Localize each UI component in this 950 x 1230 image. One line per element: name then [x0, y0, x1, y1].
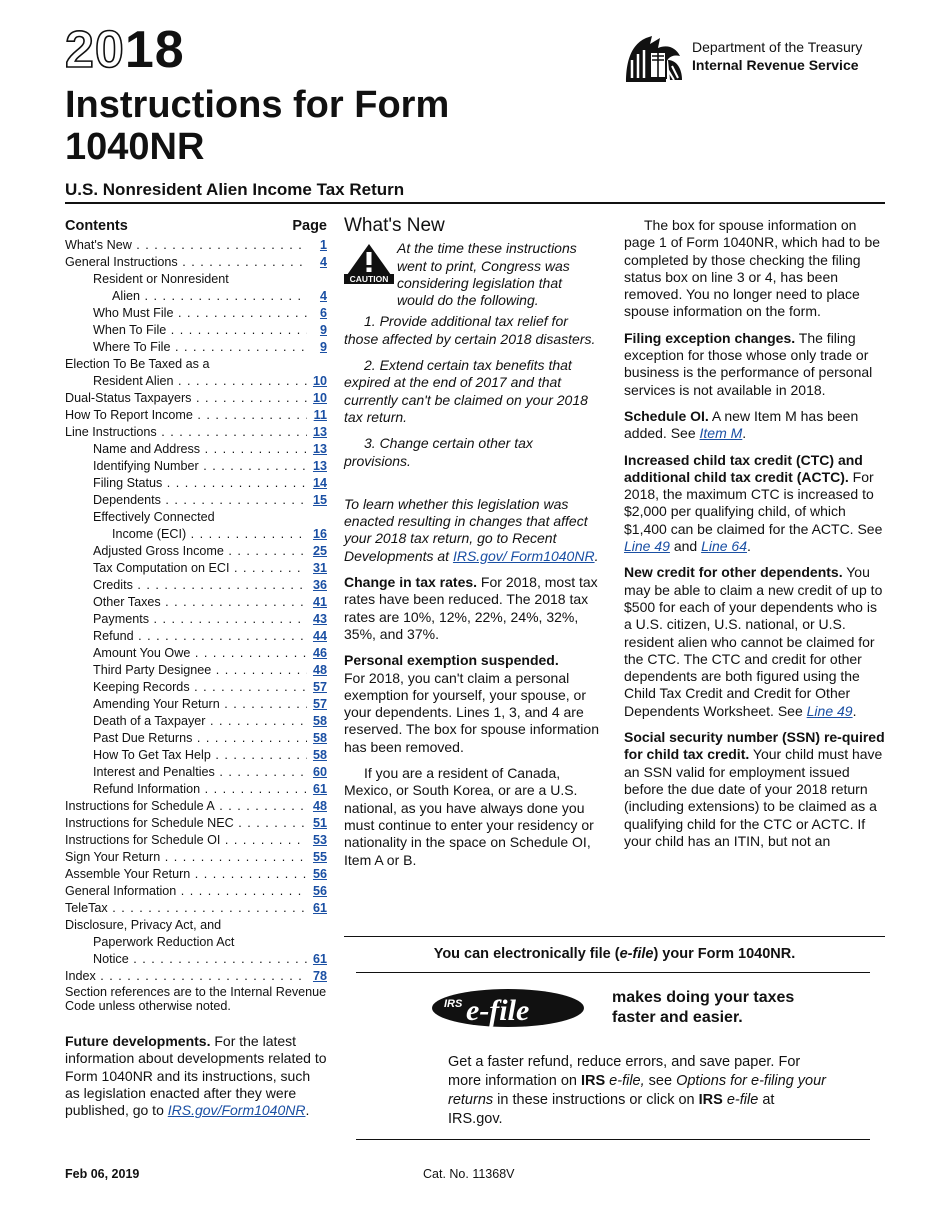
- toc-page-link[interactable]: 14: [312, 476, 327, 490]
- toc-entry[interactable]: [65, 322, 327, 339]
- toc-entry[interactable]: [65, 645, 327, 662]
- toc-entry-label: Death of a Taxpayer . . .: [65, 713, 307, 730]
- toc-entry-label: Alien . . .: [65, 288, 307, 305]
- efile-head-italic: e-file: [619, 946, 654, 962]
- toc-page-link[interactable]: 55: [312, 850, 327, 864]
- schedule-oi-end: .: [742, 425, 747, 442]
- toc-entry-label: How To Report Income . . .: [65, 407, 307, 424]
- toc-entry-label: How To Get Tax Help . . .: [65, 747, 307, 764]
- line-49-link[interactable]: Line 49: [624, 538, 670, 555]
- toc-entry[interactable]: [65, 407, 327, 424]
- toc-page-link[interactable]: 78: [312, 969, 327, 983]
- toc-entry[interactable]: [65, 288, 327, 305]
- toc-entry-label: Name and Address . . .: [65, 441, 307, 458]
- desc-part1: Get a faster refund, reduce errors, and save paper. For more information on: [448, 1054, 801, 1089]
- toc-page-link[interactable]: 56: [312, 867, 327, 881]
- toc-page-link[interactable]: 48: [312, 663, 327, 677]
- toc-entry[interactable]: [65, 628, 327, 645]
- ctc-end: .: [747, 538, 751, 555]
- toc-entry-label: TeleTax . . .: [65, 900, 307, 917]
- learn-paragraph: [344, 496, 602, 565]
- toc-entry[interactable]: [65, 662, 327, 679]
- toc-entry-label: Income (ECI) . . .: [65, 526, 307, 543]
- toc-entry[interactable]: [65, 254, 327, 271]
- caution-text: At the time these instructions went to print, Congress was considering legislation that would do the following.: [397, 240, 577, 309]
- odc-heading: New credit for other dependents.: [624, 564, 843, 581]
- toc-entry[interactable]: [65, 696, 327, 713]
- desc-efile2: e-file: [722, 1092, 759, 1108]
- toc-page-link[interactable]: 60: [312, 765, 327, 779]
- ctc-and: and: [669, 538, 702, 555]
- exemption-text: For 2018, you can't claim a personal exemption for yourself, your spouse, or your dependents. Lines 1, 3, and 4 are reserved. The box for spouse information has been removed.: [344, 669, 599, 755]
- toc-entry[interactable]: [65, 458, 327, 475]
- toc-entry[interactable]: [65, 305, 327, 322]
- contents-header: [65, 218, 327, 235]
- toc-entry[interactable]: [65, 611, 327, 628]
- learn-text: To learn whether this legislation was enacted resulting in changes that affect your 2018 tax return, go to Recent Developments at: [344, 495, 588, 564]
- toc-entry-line: Paperwork Reduction Act: [93, 935, 235, 949]
- resident-paragraph: If you are a resident of Canada, Mexico, or South Korea, or are a U.S. national, as you have always done you must continue to enter your residency or nationality in the space on Schedule OI, Item A or B.: [344, 765, 594, 868]
- exemption-paragraph: [344, 652, 602, 756]
- contents-heading: Contents: [65, 218, 128, 234]
- toc-list: [65, 237, 327, 985]
- toc-entry-label: Amount You Owe . . .: [65, 645, 307, 662]
- toc-entry-line: Disclosure, Privacy Act, and: [65, 918, 222, 932]
- toc-entry-label: Other Taxes . . .: [65, 594, 307, 611]
- legislation-item-2: 2. Extend certain tax benefits that expired at the end of 2017 and that currently can't be claimed on your 2018 tax return.: [344, 357, 588, 425]
- filing-exception-heading: Filing exception changes.: [624, 329, 796, 346]
- spouse-paragraph: The box for spouse information on page 1 of Form 1040NR, which had to be completed by those checking the filing status box on line 3 or 4, has been removed. You no longer need to place spouse information on the form.: [624, 217, 881, 320]
- efile-head-pre: You can electronically file (: [433, 946, 620, 962]
- odc-paragraph: [624, 564, 886, 720]
- toc-entry[interactable]: [65, 373, 327, 390]
- toc-page-link[interactable]: 1: [319, 238, 327, 252]
- toc-page-link[interactable]: 4: [319, 289, 327, 303]
- tax-rates-heading: Change in tax rates.: [344, 574, 478, 591]
- efile-bottom-rule: [356, 1139, 870, 1140]
- toc-entry-label: Dependents . . .: [65, 492, 307, 509]
- toc-entry[interactable]: [65, 815, 327, 832]
- filing-exception-text: The filing exception for those whose only trade or business is the performance of personal services is not available in 2018.: [624, 329, 873, 398]
- toc-page-link[interactable]: 58: [312, 714, 327, 728]
- toc-page-link[interactable]: 16: [312, 527, 327, 541]
- toc-page-link[interactable]: 25: [312, 544, 327, 558]
- toc-entry-label: What's New . . .: [65, 237, 307, 254]
- title-line2: 1040NR: [65, 126, 205, 168]
- page-title: [65, 84, 449, 168]
- toc-entry[interactable]: [65, 900, 327, 917]
- logo-efile-text: e-file: [466, 994, 530, 1027]
- toc-entry[interactable]: [65, 781, 327, 798]
- year-solid: 18: [124, 21, 185, 79]
- slogan-line1: makes doing your taxes: [612, 989, 795, 1006]
- schedule-oi-heading: Schedule OI.: [624, 407, 709, 424]
- toc-entry[interactable]: [65, 679, 327, 696]
- toc-page-link[interactable]: 6: [319, 306, 327, 320]
- right-column: [624, 217, 886, 859]
- toc-entry-label: Index . . .: [65, 968, 307, 985]
- toc-entry-label: Instructions for Schedule A . . .: [65, 798, 307, 815]
- desc-part3: in these instructions or click on: [493, 1092, 699, 1108]
- toc-entry-label: Tax Computation on ECI . . .: [65, 560, 307, 577]
- caution-block: [344, 240, 602, 309]
- toc-entry[interactable]: [65, 849, 327, 866]
- toc-entry[interactable]: [65, 475, 327, 492]
- toc-page-link[interactable]: 41: [312, 595, 327, 609]
- toc-entry-label: Instructions for Schedule NEC . . .: [65, 815, 307, 832]
- footer-catalog: Cat. No. 11368V: [423, 1167, 515, 1181]
- toc-page-link[interactable]: 10: [312, 374, 327, 388]
- schedule-oi-text: A new Item M has been added. See: [624, 407, 859, 442]
- caution-label: CAUTION: [349, 274, 389, 285]
- toc-entry-label: Where To File . . .: [65, 339, 307, 356]
- toc-entry[interactable]: [65, 560, 327, 577]
- toc-entry-label: Refund . . .: [65, 628, 307, 645]
- odc-end: .: [852, 702, 857, 719]
- toc-page-link[interactable]: 61: [312, 901, 327, 915]
- toc-page-link[interactable]: 58: [312, 731, 327, 745]
- footer-date: Feb 06, 2019: [65, 1167, 140, 1181]
- ctc-heading: Increased child tax credit (CTC) and additional child tax credit (ACTC).: [624, 451, 863, 485]
- efile-slogan: [612, 988, 794, 1028]
- ssn-text: Your child must have an SSN valid for employment issued before the due date of your 2018 return (including extensions) to be claimed as a qualifying child for the CTC or ACTC. If your child has an ITIN, but not an: [624, 746, 883, 849]
- page-heading: Page: [292, 218, 327, 234]
- desc-part2: see: [644, 1073, 677, 1089]
- toc-entry-label: Line Instructions . . .: [65, 424, 307, 441]
- toc-entry[interactable]: [65, 577, 327, 594]
- slogan-line2: faster and easier.: [612, 1009, 743, 1026]
- toc-entry[interactable]: [65, 339, 327, 356]
- toc-entry-label: Refund Information . . .: [65, 781, 307, 798]
- caution-icon: [344, 243, 394, 285]
- toc-entry[interactable]: [65, 492, 327, 509]
- desc-efile1: e-file,: [605, 1073, 645, 1089]
- toc-page-link[interactable]: 57: [312, 697, 327, 711]
- toc-entry-label: Adjusted Gross Income . . .: [65, 543, 307, 560]
- toc-entry-line: Resident or Nonresident: [93, 272, 229, 286]
- ctc-text: For 2018, the maximum CTC is increased to $2,000 per qualifying child, of which $1,400 can be claimed for the ACTC. See: [624, 468, 883, 537]
- toc-page-link[interactable]: 15: [312, 493, 327, 507]
- toc-entry-label: Payments . . .: [65, 611, 307, 628]
- toc-page-link[interactable]: 53: [312, 833, 327, 847]
- irs-efile-logo-icon: [430, 987, 586, 1029]
- toc-page-link[interactable]: 13: [312, 459, 327, 473]
- toc-entry[interactable]: [65, 764, 327, 781]
- toc-entry[interactable]: [65, 390, 327, 407]
- toc-entry[interactable]: [65, 424, 327, 441]
- future-end: .: [305, 1102, 310, 1119]
- toc-entry-label: General Information . . .: [65, 883, 307, 900]
- toc-page-link[interactable]: 48: [312, 799, 327, 813]
- toc-page-link[interactable]: 44: [312, 629, 327, 643]
- whats-new-heading: What's New: [344, 215, 445, 236]
- schedule-oi-paragraph: [624, 408, 886, 443]
- toc-entry-label: When To File . . .: [65, 322, 307, 339]
- efile-logo-row: [344, 973, 885, 1029]
- toc-entry-label: Past Due Returns . . .: [65, 730, 307, 747]
- year-outline: 20: [65, 21, 125, 79]
- toc-entry-label: Interest and Penalties . . .: [65, 764, 307, 781]
- toc-page-link[interactable]: 36: [312, 578, 327, 592]
- toc-page-link[interactable]: 11: [313, 408, 327, 422]
- efile-box: [344, 936, 885, 1140]
- efile-heading: [344, 937, 885, 972]
- desc-part4: at IRS.gov.: [448, 1092, 775, 1127]
- toc-entry-label: Keeping Records . . .: [65, 679, 307, 696]
- toc-page-link[interactable]: 31: [312, 561, 327, 575]
- toc-entry[interactable]: [65, 747, 327, 764]
- toc-entry-line: Election To Be Taxed as a: [65, 357, 210, 371]
- toc-page-link[interactable]: 13: [312, 442, 327, 456]
- toc-entry[interactable]: [65, 866, 327, 883]
- toc-entry[interactable]: [65, 543, 327, 560]
- toc-page-link[interactable]: 4: [319, 255, 327, 269]
- ssn-heading: Social security number (SSN) re-quired for child tax credit.: [624, 729, 885, 763]
- toc-page-link[interactable]: 58: [312, 748, 327, 762]
- toc-entry[interactable]: [65, 526, 327, 543]
- ssn-paragraph: [624, 729, 886, 850]
- efile-head-post: ) your Form 1040NR.: [653, 946, 796, 962]
- efile-description: [448, 1053, 828, 1129]
- desc-irs2: IRS: [698, 1092, 723, 1108]
- learn-end: .: [594, 547, 599, 564]
- future-heading: Future developments.: [65, 1033, 211, 1049]
- toc-page-link[interactable]: 61: [312, 782, 327, 796]
- irs-eagle-icon: [622, 30, 686, 86]
- header-rule: [65, 202, 885, 204]
- toc-note: Section references are to the Internal Revenue Code unless otherwise noted.: [65, 985, 327, 1013]
- item-m-link[interactable]: Item M: [699, 425, 743, 442]
- future-text: For the latest information about developments related to Form 1040NR and its instructions, such as legislation enacted after they were published, go to: [65, 1033, 327, 1119]
- toc-entry[interactable]: [65, 594, 327, 611]
- toc-entry-label: Assemble Your Return . . .: [65, 866, 307, 883]
- toc-entry-label: Credits . . .: [65, 577, 307, 594]
- toc-entry-label: General Instructions . . .: [65, 254, 307, 271]
- toc-page-link[interactable]: 61: [312, 952, 327, 966]
- future-link[interactable]: IRS.gov/Form1040NR: [167, 1102, 306, 1119]
- desc-irs1: IRS: [580, 1073, 606, 1089]
- toc-page-link[interactable]: 13: [312, 425, 327, 439]
- toc-page-link[interactable]: 9: [319, 323, 327, 337]
- tax-rates-text: For 2018, most tax rates have been reduced. The 2018 tax rates are 10%, 12%, 22%, 24%, 32%, 35%, and 37%.: [344, 574, 598, 642]
- toc-entry-label: Resident Alien . . .: [65, 373, 307, 390]
- exemption-heading: Personal exemption suspended.: [344, 652, 559, 669]
- contents-column: [65, 218, 327, 1119]
- toc-entry[interactable]: [65, 951, 327, 968]
- title-line1: Instructions for Form: [65, 84, 450, 126]
- form-subtitle: U.S. Nonresident Alien Income Tax Return: [65, 180, 405, 199]
- toc-entry[interactable]: [65, 832, 327, 849]
- ctc-paragraph: [624, 452, 886, 556]
- toc-page-link[interactable]: 56: [312, 884, 327, 898]
- toc-page-link[interactable]: 51: [312, 816, 327, 830]
- toc-entry[interactable]: [65, 441, 327, 458]
- legislation-item-3: 3. Change certain other tax provisions.: [344, 435, 533, 469]
- line-64-link[interactable]: Line 64: [701, 538, 748, 555]
- toc-entry-label: Notice . . .: [65, 951, 307, 968]
- toc-entry[interactable]: [65, 883, 327, 900]
- toc-entry-label: Dual-Status Taxpayers . . .: [65, 390, 307, 407]
- learn-link[interactable]: IRS.gov/ Form1040NR: [452, 547, 595, 564]
- future-developments: [65, 1033, 327, 1119]
- toc-page-link[interactable]: 46: [312, 646, 327, 660]
- toc-entry-line: Effectively Connected: [93, 510, 215, 524]
- toc-entry[interactable]: [65, 730, 327, 747]
- toc-page-link[interactable]: 10: [312, 391, 327, 405]
- filing-exception-paragraph: [624, 330, 886, 399]
- odc-text: You may be able to claim a new credit of up to $500 for each of your dependents who is a U.S. citizen, U.S. national, or U.S. resident alien who cannot be claimed for the CTC. The CTC and credit for other dependents are both figured using the Child Tax Credit and Credit for Other Dependents Worksheet. See: [624, 564, 883, 719]
- dept-line: Department of the Treasury: [692, 39, 863, 55]
- toc-entry-label: Instructions for Schedule OI . . .: [65, 832, 307, 849]
- toc-entry[interactable]: [65, 968, 327, 985]
- legislation-item-1: 1. Provide additional tax relief for those affected by certain 2018 disasters.: [344, 313, 596, 347]
- toc-entry[interactable]: [65, 237, 327, 254]
- irs-branding: [622, 30, 862, 86]
- desc-options: Options for e-filing your returns: [448, 1073, 826, 1108]
- irs-line: Internal Revenue Service: [692, 57, 859, 73]
- toc-page-link[interactable]: 9: [319, 340, 327, 354]
- toc-entry-label: Sign Your Return . . .: [65, 849, 307, 866]
- toc-entry[interactable]: [65, 713, 327, 730]
- logo-irs: IRS: [444, 998, 463, 1010]
- toc-entry-label: Amending Your Return . . .: [65, 696, 307, 713]
- toc-entry-label: Filing Status . . .: [65, 475, 307, 492]
- tax-rates-paragraph: [344, 574, 602, 643]
- toc-entry-label: Identifying Number . . .: [65, 458, 307, 475]
- toc-page-link[interactable]: 57: [312, 680, 327, 694]
- toc-entry-label: Third Party Designee . . .: [65, 662, 307, 679]
- year: [65, 21, 185, 79]
- odc-line-49-link[interactable]: Line 49: [806, 702, 853, 719]
- toc-entry-label: Who Must File . . .: [65, 305, 307, 322]
- toc-page-link[interactable]: 43: [312, 612, 327, 626]
- toc-entry[interactable]: [65, 798, 327, 815]
- whats-new-column: [344, 217, 602, 878]
